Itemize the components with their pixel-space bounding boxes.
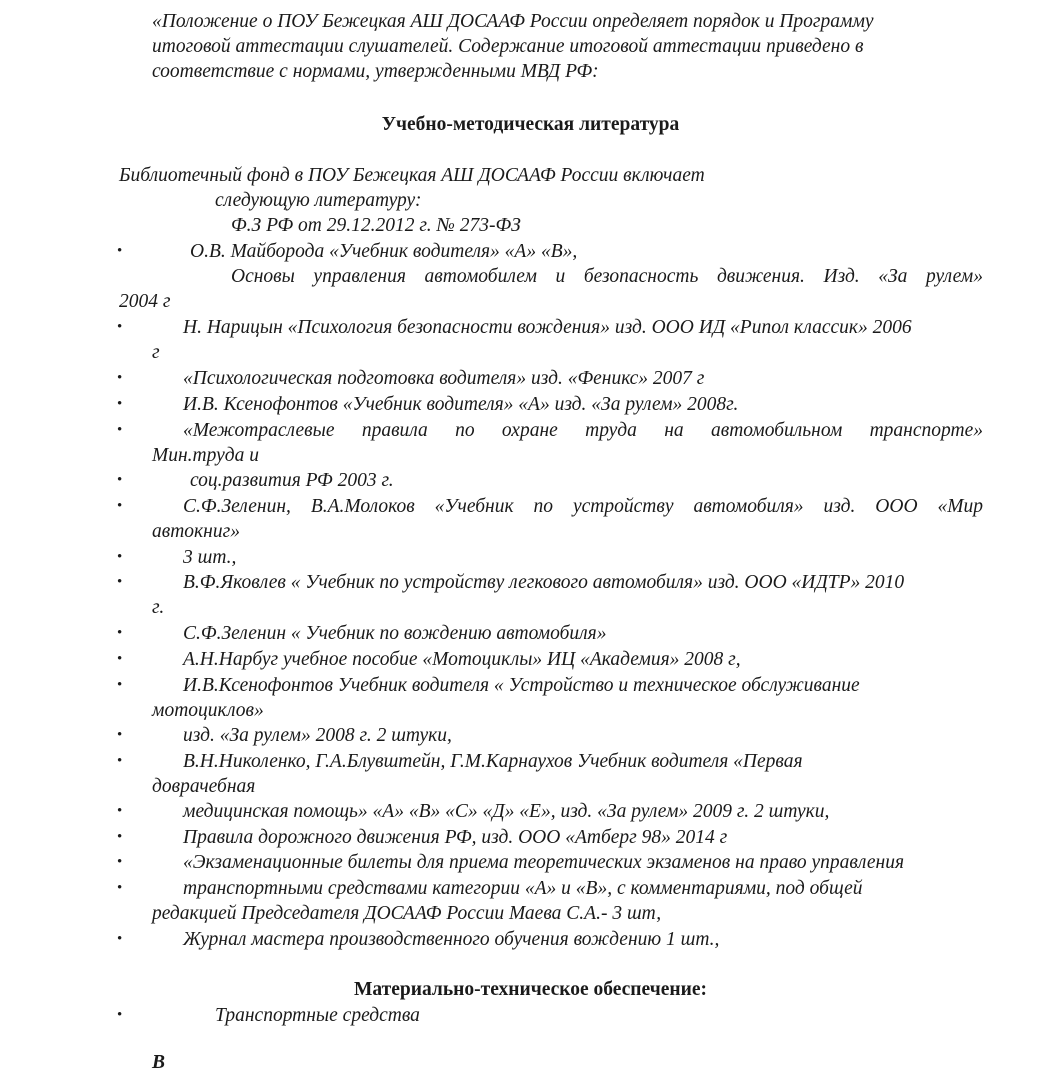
bullet-marker: • xyxy=(117,370,123,386)
bullet-marker: • xyxy=(117,1007,123,1023)
list-item: «Межотраслевые правила по охране труда на автомобильном транспорте» xyxy=(183,420,983,441)
bullet-marker: • xyxy=(117,829,123,845)
bullet-marker: • xyxy=(117,854,123,870)
intro-line-1: «Положение о ПОУ Бежецкая АШ ДОСААФ России определяет порядок и Программу xyxy=(152,11,874,32)
list-item-continuation: Основы управления автомобилем и безопасность движения. Изд. «За рулем» xyxy=(231,266,983,287)
literature-heading: Учебно-методическая литература xyxy=(381,114,680,135)
list-item: изд. «За рулем» 2008 г. 2 штуки, xyxy=(183,725,452,746)
bullet-marker: • xyxy=(117,651,123,667)
equipment-item: Транспортные средства xyxy=(215,1005,420,1026)
list-item: 3 шт., xyxy=(183,547,237,568)
list-item: В.Н.Николенко, Г.А.Блувштейн, Г.М.Карнаухов Учебник водителя «Первая xyxy=(183,751,803,772)
bullet-marker: • xyxy=(117,549,123,565)
list-item: С.Ф.Зеленин, В.А.Молоков «Учебник по устройству автомобиля» изд. ООО «Мир xyxy=(183,496,983,517)
list-item-continuation: редакцией Председателя ДОСААФ России Маева С.А.- 3 шт, xyxy=(152,903,662,924)
list-item-continuation: автокниг» xyxy=(152,521,240,542)
bullet-marker: • xyxy=(117,625,123,641)
bullet-marker: • xyxy=(117,803,123,819)
bullet-marker: • xyxy=(117,319,123,335)
bullet-marker: • xyxy=(117,931,123,947)
list-item: соц.развития РФ 2003 г. xyxy=(190,470,394,491)
list-item-continuation: г. xyxy=(152,597,165,618)
list-item: И.В.Ксенофонтов Учебник водителя « Устройство и техническое обслуживание xyxy=(183,675,860,696)
bullet-marker: • xyxy=(117,396,123,412)
intro-line-3: соответствие с нормами, утвержденными МВД РФ: xyxy=(152,61,599,82)
list-item: С.Ф.Зеленин « Учебник по вождению автомобиля» xyxy=(183,623,607,644)
equipment-heading: Материально-техническое обеспечение: xyxy=(354,979,707,1000)
library-lead-line-2: следующую литературу: xyxy=(215,190,422,211)
bullet-marker: • xyxy=(117,243,123,259)
bullet-marker: • xyxy=(117,727,123,743)
list-item: Журнал мастера производственного обучения вождению 1 шт., xyxy=(183,929,720,950)
list-item-continuation: г xyxy=(152,342,160,363)
list-item: транспортными средствами категории «А» и «В», с комментариями, под общей xyxy=(183,878,863,899)
list-item: медицинская помощь» «А» «В» «С» «Д» «Е», изд. «За рулем» 2009 г. 2 штуки, xyxy=(183,801,830,822)
list-item-continuation: доврачебная xyxy=(152,776,256,797)
list-item: «Экзаменационные билеты для приема теоретических экзаменов на право управления xyxy=(183,852,905,873)
law-reference: Ф.З РФ от 29.12.2012 г. № 273-ФЗ xyxy=(231,215,521,236)
list-item-continuation: Мин.труда и xyxy=(152,445,259,466)
list-item: А.Н.Нарбуг учебное пособие «Мотоциклы» ИЦ «Академия» 2008 г, xyxy=(183,649,741,670)
bullet-marker: • xyxy=(117,677,123,693)
list-item: В.Ф.Яковлев « Учебник по устройству легкового автомобиля» изд. ООО «ИДТР» 2010 xyxy=(183,572,905,593)
list-item: Н. Нарицын «Психология безопасности вождения» изд. ООО ИД «Рипол классик» 2006 xyxy=(183,317,912,338)
bullet-marker: • xyxy=(117,498,123,514)
list-item-continuation: 2004 г xyxy=(119,291,171,312)
cutoff-line: В xyxy=(152,1052,166,1073)
bullet-marker: • xyxy=(117,880,123,896)
library-lead-line-1: Библиотечный фонд в ПОУ Бежецкая АШ ДОСААФ России включает xyxy=(119,165,705,186)
list-item: И.В. Ксенофонтов «Учебник водителя» «А» изд. «За рулем» 2008г. xyxy=(183,394,739,415)
bullet-marker: • xyxy=(117,574,123,590)
list-item-continuation: мотоциклов» xyxy=(152,700,264,721)
intro-line-2: итоговой аттестации слушателей. Содержание итоговой аттестации приведено в xyxy=(152,36,864,57)
bullet-marker: • xyxy=(117,753,123,769)
list-item: «Психологическая подготовка водителя» изд. «Феникс» 2007 г xyxy=(183,368,705,389)
list-item: Правила дорожного движения РФ, изд. ООО «Атберг 98» 2014 г xyxy=(183,827,728,848)
bullet-marker: • xyxy=(117,472,123,488)
list-item: О.В. Майборода «Учебник водителя» «А» «В», xyxy=(190,241,578,262)
bullet-marker: • xyxy=(117,422,123,438)
